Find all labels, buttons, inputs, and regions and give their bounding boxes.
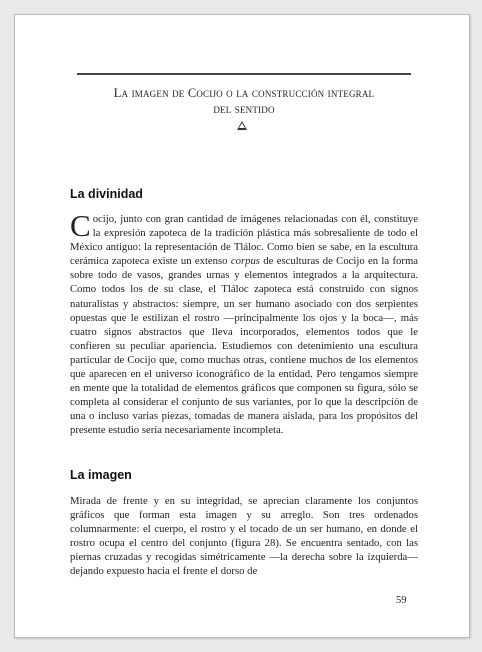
drop-cap: C [70, 208, 91, 243]
paragraph-emphasis: corpus [230, 255, 260, 268]
chapter-title-line1: La imagen de Cocijo o la construcción integral [113, 86, 375, 100]
book-page [14, 14, 470, 638]
section-heading-divinidad: La divinidad [70, 187, 143, 201]
chapter-title [77, 85, 411, 117]
chapter-rule [77, 73, 411, 75]
paragraph-text-b: de esculturas de Cocijo en la forma sobre todo de vasos, grandes urnas y elementos integrados a la arquitectura. Como todos los de su clase, el Tláloc zapoteca está construido con signos naturalistas y abstractos: siempre, un ser humano asociado con dos serpientes opuestas que le estilizan el rostro —principalmente los ojos y la boca—, más cuatro signos abstractos que lleva incorporados, elementos todos que le confieren su peculiar apariencia. Estudiemos con detenimiento una escultura particular de Cocijo que, como muchas otras, contiene muchos de los elementos que aparecen en el universo iconográfico de la entidad. Pero tengamos siempre en mente que la totalidad de elementos gráficos que componen su figura, sólo se completa al considerar el conjunto de sus variantes, por lo que la descripción de una o incluso varias piezas, tomadas de manera aislada, para los propósitos del presente estudio sería necesariamente incompleta. [70, 255, 418, 437]
section-heading-imagen: La imagen [70, 468, 132, 482]
triangle-ornament-icon [237, 121, 247, 130]
paragraph-imagen: Mirada de frente y en su integridad, se aprecian claramente los conjuntos gráficos que forman esta imagen y su arreglo. Son tres ordenados columnarmente: el cuerpo, el rostro y el tocado de un ser humano, en donde el rostro ocupa el centro del conjunto (figura 28). Se encuentra sentado, con las piernas cruzadas y recogidas simétricamente —la derecha sobre la izquierda— dejando expuesto hacia el frente el dorso de [70, 495, 418, 578]
paragraph-text-a: ocijo, junto con gran cantidad de imágenes relacionadas con él, constituye la expresión zapoteca de la tradición plástica más sobresaliente de todo el México antiguo: la representación de Tláloc. Como bien se sabe, en la escultura cerámica zapoteca existe un extenso [70, 213, 418, 268]
chapter-title-line2: del sentido [213, 102, 275, 116]
paragraph-divinidad [70, 208, 418, 438]
page-number: 59 [396, 595, 407, 606]
